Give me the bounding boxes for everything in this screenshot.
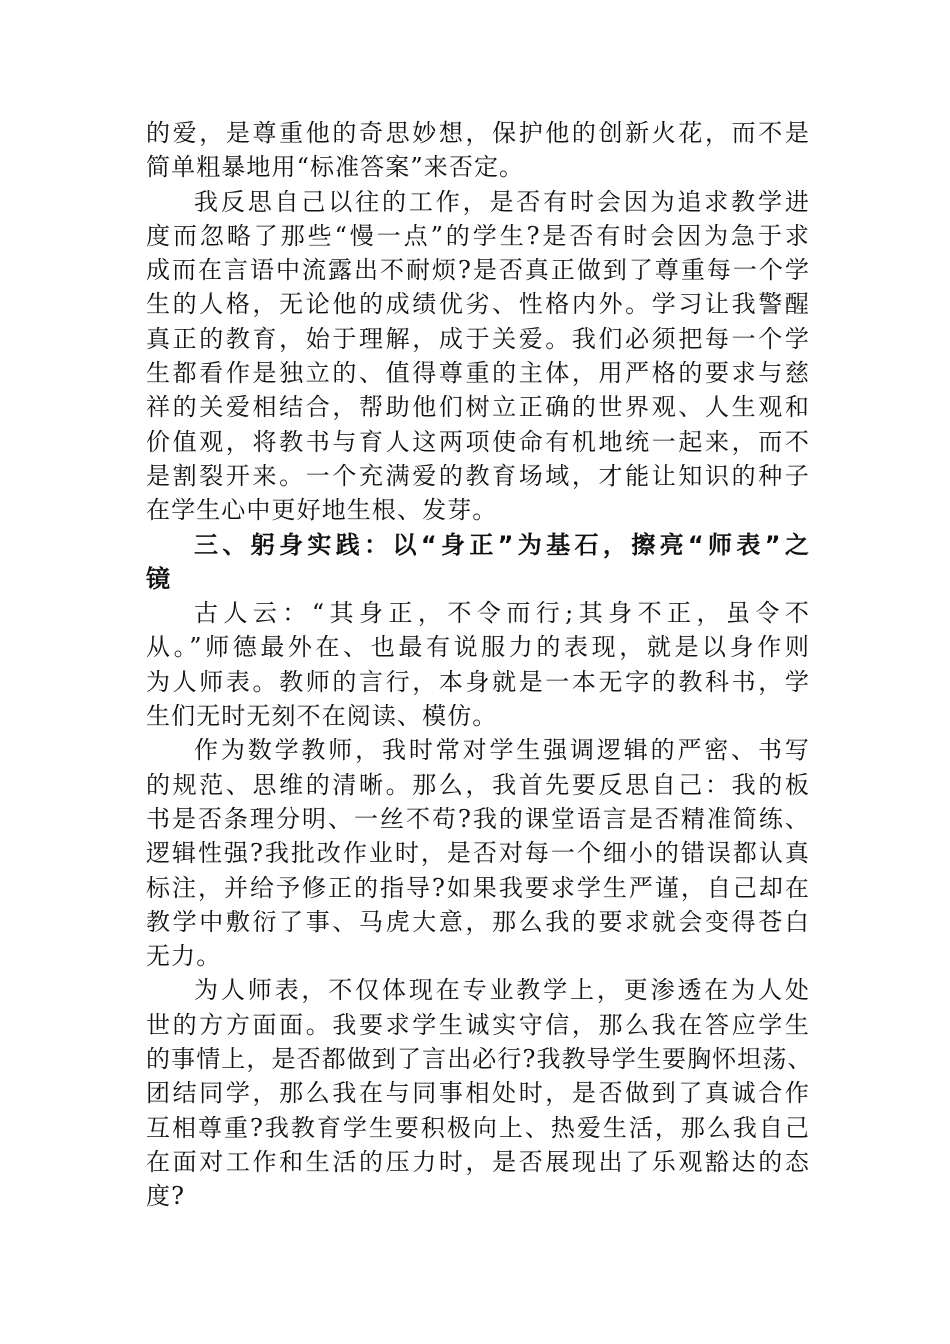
text-line: 世的方方面面。我要求学生诚实守信，那么我在答应学生 [146, 1010, 810, 1039]
text-line: 在面对工作和生活的压力时，是否展现出了乐观豁达的态 [146, 1147, 810, 1176]
text-line: 书是否条理分明、一丝不苟?我的课堂语言是否精准简练、 [146, 804, 810, 833]
text-line: 从。”师德最外在、也最有说服力的表现，就是以身作则 [146, 633, 810, 662]
text-line: 作为数学教师，我时常对学生强调逻辑的严密、书写 [194, 736, 810, 765]
text-line: 的规范、思维的清晰。那么，我首先要反思自己：我的板 [146, 770, 810, 799]
document-page [146, 116, 813, 1214]
text-line: 互相尊重?我教育学生要积极向上、热爱生活，那么我自己 [146, 1113, 810, 1142]
text-line: 无力。 [146, 942, 222, 971]
text-line: 团结同学，那么我在与同事相处时，是否做到了真诚合作 [146, 1079, 810, 1108]
text-line: 简单粗暴地用“标准答案”来否定。 [146, 153, 525, 182]
text-line: 生都看作是独立的、值得尊重的主体，用严格的要求与慈 [146, 359, 810, 388]
section-heading-line: 镜 [146, 564, 172, 593]
text-line: 成而在言语中流露出不耐烦?是否真正做到了尊重每一个学 [146, 256, 810, 285]
text-line: 教学中敷衍了事、马虎大意，那么我的要求就会变得苍白 [146, 907, 810, 936]
text-line: 逻辑性强?我批改作业时，是否对每一个细小的错误都认真 [146, 839, 810, 868]
text-line: 是割裂开来。一个充满爱的教育场域，才能让知识的种子 [146, 461, 810, 490]
text-line: 真正的教育，始于理解，成于关爱。我们必须把每一个学 [146, 324, 810, 353]
text-line: 的爱，是尊重他的奇思妙想，保护他的创新火花，而不是 [146, 119, 810, 147]
text-line: 标注，并给予修正的指导?如果我要求学生严谨，自己却在 [146, 873, 810, 902]
text-line: 我反思自己以往的工作，是否有时会因为追求教学进 [194, 187, 810, 216]
text-line: 价值观，将教书与育人这两项使命有机地统一起来，而不 [146, 427, 810, 456]
text-line: 度? [146, 1182, 186, 1211]
text-line: 为人师表。教师的言行，本身就是一本无字的教科书，学 [146, 667, 810, 696]
text-line: 祥的关爱相结合，帮助他们树立正确的世界观、人生观和 [146, 393, 810, 422]
text-line: 在学生心中更好地生根、发芽。 [146, 496, 498, 525]
text-line: 生的人格，无论他的成绩优劣、性格内外。学习让我警醒 [146, 290, 810, 319]
text-line: 为人师表，不仅体现在专业教学上，更渗透在为人处 [194, 976, 810, 1005]
section-heading-line: 三、躬身实践：以“身正”为基石，擦亮“师表”之 [194, 530, 810, 559]
text-line: 生们无时无刻不在阅读、模仿。 [146, 702, 498, 731]
text-line: 的事情上，是否都做到了言出必行?我教导学生要胸怀坦荡、 [146, 1045, 813, 1074]
text-line: 古人云：“其身正，不令而行;其身不正，虽令不 [194, 599, 810, 628]
text-line: 度而忽略了那些“慢一点”的学生?是否有时会因为急于求 [146, 221, 810, 250]
